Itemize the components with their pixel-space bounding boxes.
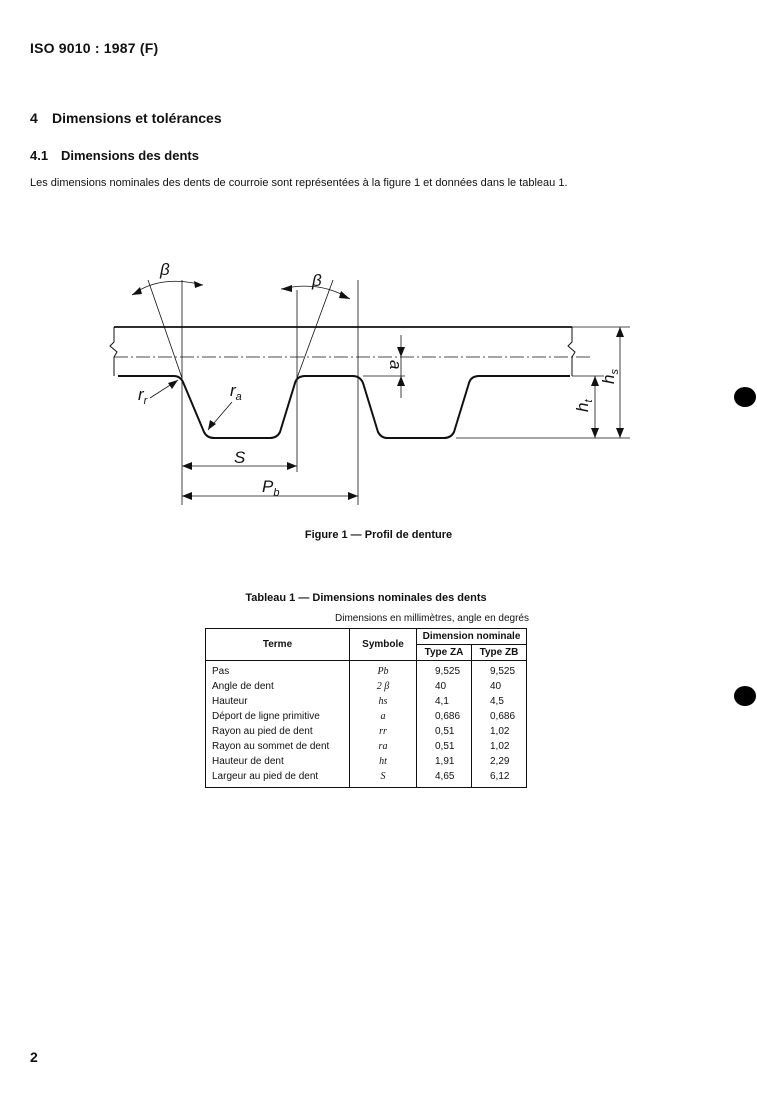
cell-za: 4,1 xyxy=(417,694,472,709)
col-type-za: Type ZA xyxy=(417,645,472,661)
body-paragraph: Les dimensions nominales des dents de courroie sont représentées à la figure 1 et données dans le tableau 1. xyxy=(30,177,568,189)
cell-symbole: Pb xyxy=(350,661,417,680)
hs-label: $h_s$ xyxy=(599,369,621,384)
s-label: S xyxy=(234,448,246,467)
cell-zb: 1,02 xyxy=(471,724,526,739)
figure-caption: Figure 1 — Profil de denture xyxy=(304,529,453,541)
cell-za: 1,91 xyxy=(417,754,472,769)
table-caption: Tableau 1 — Dimensions nominales des dents xyxy=(245,592,487,604)
cell-za: 0,686 xyxy=(417,709,472,724)
punch-hole-mark xyxy=(734,686,756,706)
pb-label: $P_b$ xyxy=(262,477,280,499)
dimensions-table xyxy=(205,628,527,788)
tooth-profile-figure xyxy=(0,0,757,520)
cell-symbole: hs xyxy=(350,694,417,709)
cell-terme: Pas xyxy=(206,661,350,680)
rr-label: $r_r$ xyxy=(138,385,148,407)
table-row xyxy=(206,769,527,788)
cell-zb: 4,5 xyxy=(471,694,526,709)
cell-symbole: ra xyxy=(350,739,417,754)
cell-za: 40 xyxy=(417,679,472,694)
cell-zb: 6,12 xyxy=(471,769,526,788)
table-note: Dimensions en millimètres, angle en degrés xyxy=(335,613,529,624)
cell-terme: Hauteur de dent xyxy=(206,754,350,769)
cell-symbole: S xyxy=(350,769,417,788)
cell-terme: Rayon au pied de dent xyxy=(206,724,350,739)
table-row xyxy=(206,724,527,739)
cell-zb: 40 xyxy=(471,679,526,694)
cell-zb: 9,525 xyxy=(471,661,526,680)
col-dimension: Dimension nominale xyxy=(417,629,527,645)
subsection-title: Dimensions des dents xyxy=(61,148,199,163)
cell-symbole: 2 β xyxy=(350,679,417,694)
table-row xyxy=(206,709,527,724)
table-row xyxy=(206,661,527,680)
ht-label: $h_t$ xyxy=(573,399,595,412)
col-terme: Terme xyxy=(206,629,350,661)
col-type-zb: Type ZB xyxy=(471,645,526,661)
cell-terme: Rayon au sommet de dent xyxy=(206,739,350,754)
cell-symbole: rr xyxy=(350,724,417,739)
ra-label: $r_a$ xyxy=(230,381,242,403)
page-number: 2 xyxy=(30,1049,38,1065)
table-row xyxy=(206,679,527,694)
a-label: a xyxy=(386,360,405,370)
cell-symbole: ht xyxy=(350,754,417,769)
cell-terme: Largeur au pied de dent xyxy=(206,769,350,788)
table-row xyxy=(206,739,527,754)
cell-za: 0,51 xyxy=(417,739,472,754)
document-header: ISO 9010 : 1987 (F) xyxy=(30,40,159,56)
cell-zb: 1,02 xyxy=(471,739,526,754)
cell-terme: Déport de ligne primitive xyxy=(206,709,350,724)
section-number: 4 xyxy=(30,110,38,126)
subsection-number: 4.1 xyxy=(30,148,49,163)
cell-zb: 0,686 xyxy=(471,709,526,724)
beta-label-left: β xyxy=(160,260,170,279)
cell-symbole: a xyxy=(350,709,417,724)
cell-za: 9,525 xyxy=(417,661,472,680)
col-symbole: Symbole xyxy=(350,629,417,661)
punch-hole-mark xyxy=(734,387,756,407)
cell-za: 0,51 xyxy=(417,724,472,739)
table-row xyxy=(206,694,527,709)
table-row xyxy=(206,754,527,769)
cell-zb: 2,29 xyxy=(471,754,526,769)
beta-label-right: β xyxy=(312,271,322,290)
cell-terme: Hauteur xyxy=(206,694,350,709)
cell-za: 4,65 xyxy=(417,769,472,788)
cell-terme: Angle de dent xyxy=(206,679,350,694)
section-title: Dimensions et tolérances xyxy=(52,110,222,126)
